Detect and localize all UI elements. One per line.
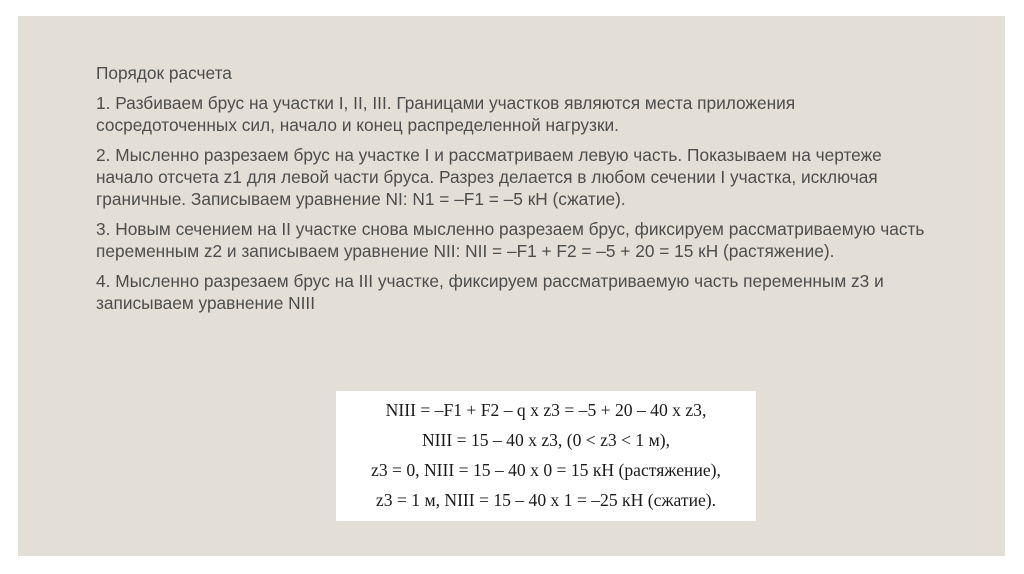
formula-image <box>336 391 756 521</box>
formula-line: z3 = 0, NIII = 15 – 40 x 0 = 15 кН (растяжение), <box>371 460 721 480</box>
paragraph-step-2: 2. Мысленно разрезаем брус на участке I и рассматриваем левую часть. Показываем на чертеже начало отсчета z1 для левой части бруса. Разрез делается в любом сечении I участка, исключая граничные. Записываем уравнение NI: N1 = –F1 = –5 кН (сжатие). <box>96 145 882 209</box>
formula-block <box>336 395 756 515</box>
paragraph-step-1: 1. Разбиваем брус на участки I, II, III. Границами участков являются места приложения сосредоточенных сил, начало и конец распределенной нагрузки. <box>96 93 796 135</box>
formula-line: z3 = 1 м, NIII = 15 – 40 x 1 = –25 кН (сжатие). <box>375 490 717 510</box>
formula-line: NIII = –F1 + F2 – q x z3 = –5 + 20 – 40 x z3, <box>385 400 707 420</box>
slide-content <box>96 62 931 322</box>
slide <box>18 16 1005 556</box>
paragraph-step-4: 4. Мысленно разрезаем брус на III участке, фиксируем рассматриваемую часть переменным z3 и записываем уравнение NIII <box>96 271 884 313</box>
paragraph-step-3: 3. Новым сечением на II участке снова мысленно разрезаем брус, фиксируем рассматриваемую часть переменным z2 и записываем уравнение NII: NII = –F1 + F2 = –5 + 20 = 15 кН (растяжение). <box>96 219 925 261</box>
formula-line: NIII = 15 – 40 x z3, (0 < z3 < 1 м), <box>421 430 671 450</box>
slide-title: Порядок расчета <box>96 63 232 83</box>
